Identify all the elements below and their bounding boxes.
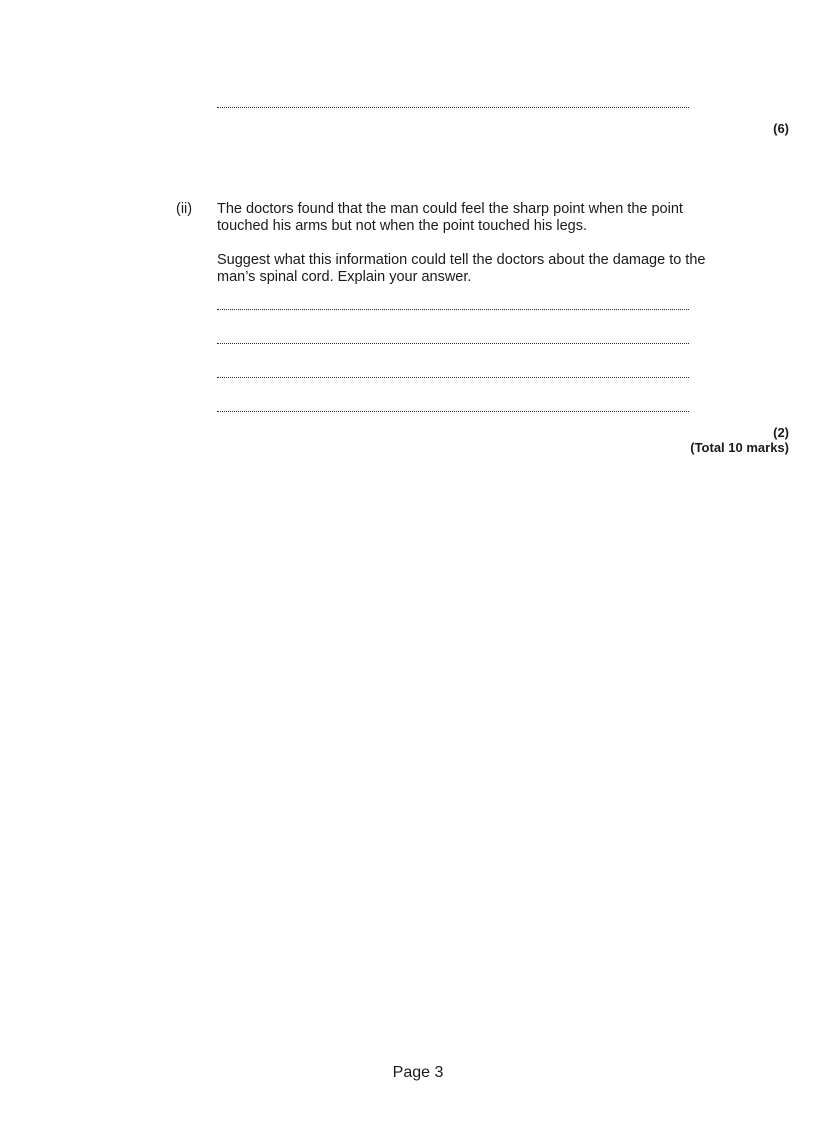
question-total-marks: (Total 10 marks): [690, 440, 789, 455]
answer-line[interactable]: [217, 377, 689, 378]
part-ii-marks-block: [690, 425, 789, 455]
answer-line[interactable]: [217, 343, 689, 344]
question-line-1: Suggest what this information could tell the doctors about the damage to the: [217, 252, 706, 268]
answer-line[interactable]: [217, 309, 689, 310]
statement-line-1: The doctors found that the man could feel the sharp point when the point: [217, 201, 683, 217]
statement-line-2: touched his arms but not when the point touched his legs.: [217, 218, 587, 234]
part-ii-statement: [217, 201, 747, 235]
part-i-marks: (6): [773, 121, 789, 136]
question-line-2: man’s spinal cord. Explain your answer.: [217, 269, 472, 285]
part-ii-label: (ii): [176, 201, 193, 217]
page-number: Page 3: [392, 1064, 444, 1081]
part-ii-marks: (2): [773, 425, 789, 440]
answer-line[interactable]: [217, 107, 689, 108]
answer-line[interactable]: [217, 411, 689, 412]
part-ii-question: [217, 252, 747, 286]
